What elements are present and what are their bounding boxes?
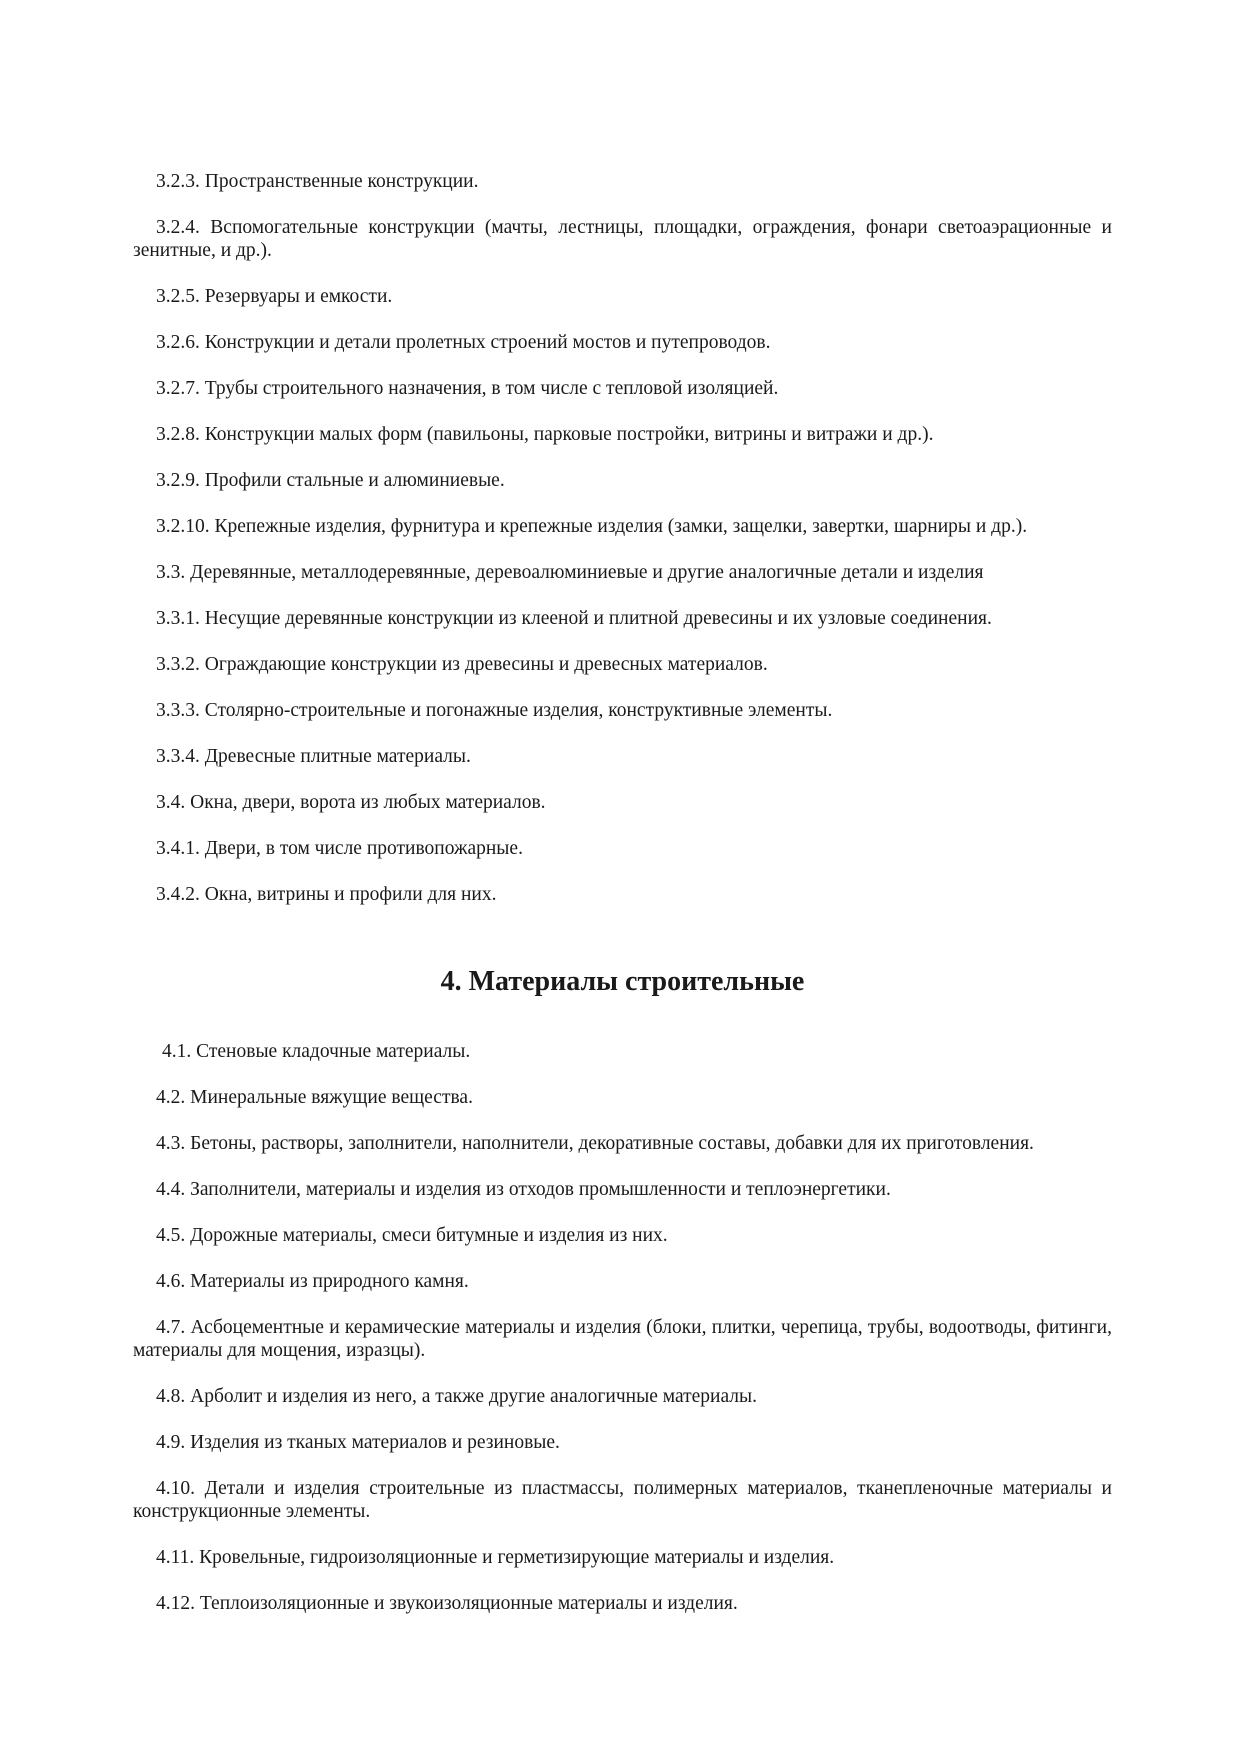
list-item: 3.4.1. Двери, в том числе противопожарные. bbox=[156, 838, 523, 859]
list-item: 3.3.2. Ограждающие конструкции из древесины и древесных материалов. bbox=[156, 654, 768, 675]
list-item: 4.6. Материалы из природного камня. bbox=[156, 1271, 469, 1292]
list-item: 4.7. Асбоцементные и керамические материалы и изделия (блоки, плитки, черепица, трубы, водоотводы, фитинги, материалы для мощения, изразцы). bbox=[133, 1317, 1112, 1361]
list-item: 4.9. Изделия из тканых материалов и резиновые. bbox=[156, 1432, 560, 1453]
list-item: 3.2.6. Конструкции и детали пролетных строений мостов и путепроводов. bbox=[156, 332, 771, 353]
list-item: 3.3. Деревянные, металлодеревянные, деревоалюминиевые и другие аналогичные детали и изделия bbox=[156, 562, 984, 583]
section-heading: 4. Материалы строительные bbox=[440, 966, 805, 997]
list-item: 3.4. Окна, двери, ворота из любых материалов. bbox=[156, 792, 546, 813]
list-item: 3.2.9. Профили стальные и алюминиевые. bbox=[156, 470, 505, 491]
list-item: 4.10. Детали и изделия строительные из пластмассы, полимерных материалов, тканепленочные материалы и конструкционные элементы. bbox=[133, 1478, 1112, 1522]
list-item: 3.3.1. Несущие деревянные конструкции из клееной и плитной древесины и их узловые соединения. bbox=[156, 608, 992, 629]
list-item: 3.4.2. Окна, витрины и профили для них. bbox=[156, 884, 497, 905]
list-item: 4.12. Теплоизоляционные и звукоизоляционные материалы и изделия. bbox=[156, 1593, 738, 1614]
list-item: 4.8. Арболит и изделия из него, а также другие аналогичные материалы. bbox=[156, 1386, 757, 1407]
list-item: 3.3.3. Столярно-строительные и погонажные изделия, конструктивные элементы. bbox=[156, 700, 833, 721]
list-item: 3.2.8. Конструкции малых форм (павильоны, парковые постройки, витрины и витражи и др.). bbox=[156, 424, 934, 445]
list-item: 3.3.4. Древесные плитные материалы. bbox=[156, 746, 471, 767]
list-item: 4.1. Стеновые кладочные материалы. bbox=[162, 1041, 471, 1062]
list-item: 3.2.5. Резервуары и емкости. bbox=[156, 286, 393, 307]
list-item: 3.2.3. Пространственные конструкции. bbox=[156, 171, 479, 192]
list-item: 3.2.10. Крепежные изделия, фурнитура и крепежные изделия (замки, защелки, завертки, шарниры и др.). bbox=[156, 516, 1028, 537]
list-item: 4.4. Заполнители, материалы и изделия из отходов промышленности и теплоэнергетики. bbox=[156, 1179, 891, 1200]
list-item: 4.11. Кровельные, гидроизоляционные и герметизирующие материалы и изделия. bbox=[156, 1547, 835, 1568]
list-item: 4.2. Минеральные вяжущие вещества. bbox=[156, 1087, 473, 1108]
list-item: 4.5. Дорожные материалы, смеси битумные и изделия из них. bbox=[156, 1225, 668, 1246]
list-item: 3.2.7. Трубы строительного назначения, в том числе с тепловой изоляцией. bbox=[156, 378, 779, 399]
list-item: 3.2.4. Вспомогательные конструкции (мачты, лестницы, площадки, ограждения, фонари светоаэрационные и зенитные, и др.). bbox=[133, 217, 1112, 261]
list-item: 4.3. Бетоны, растворы, заполнители, наполнители, декоративные составы, добавки для их приготовления. bbox=[156, 1133, 1034, 1154]
